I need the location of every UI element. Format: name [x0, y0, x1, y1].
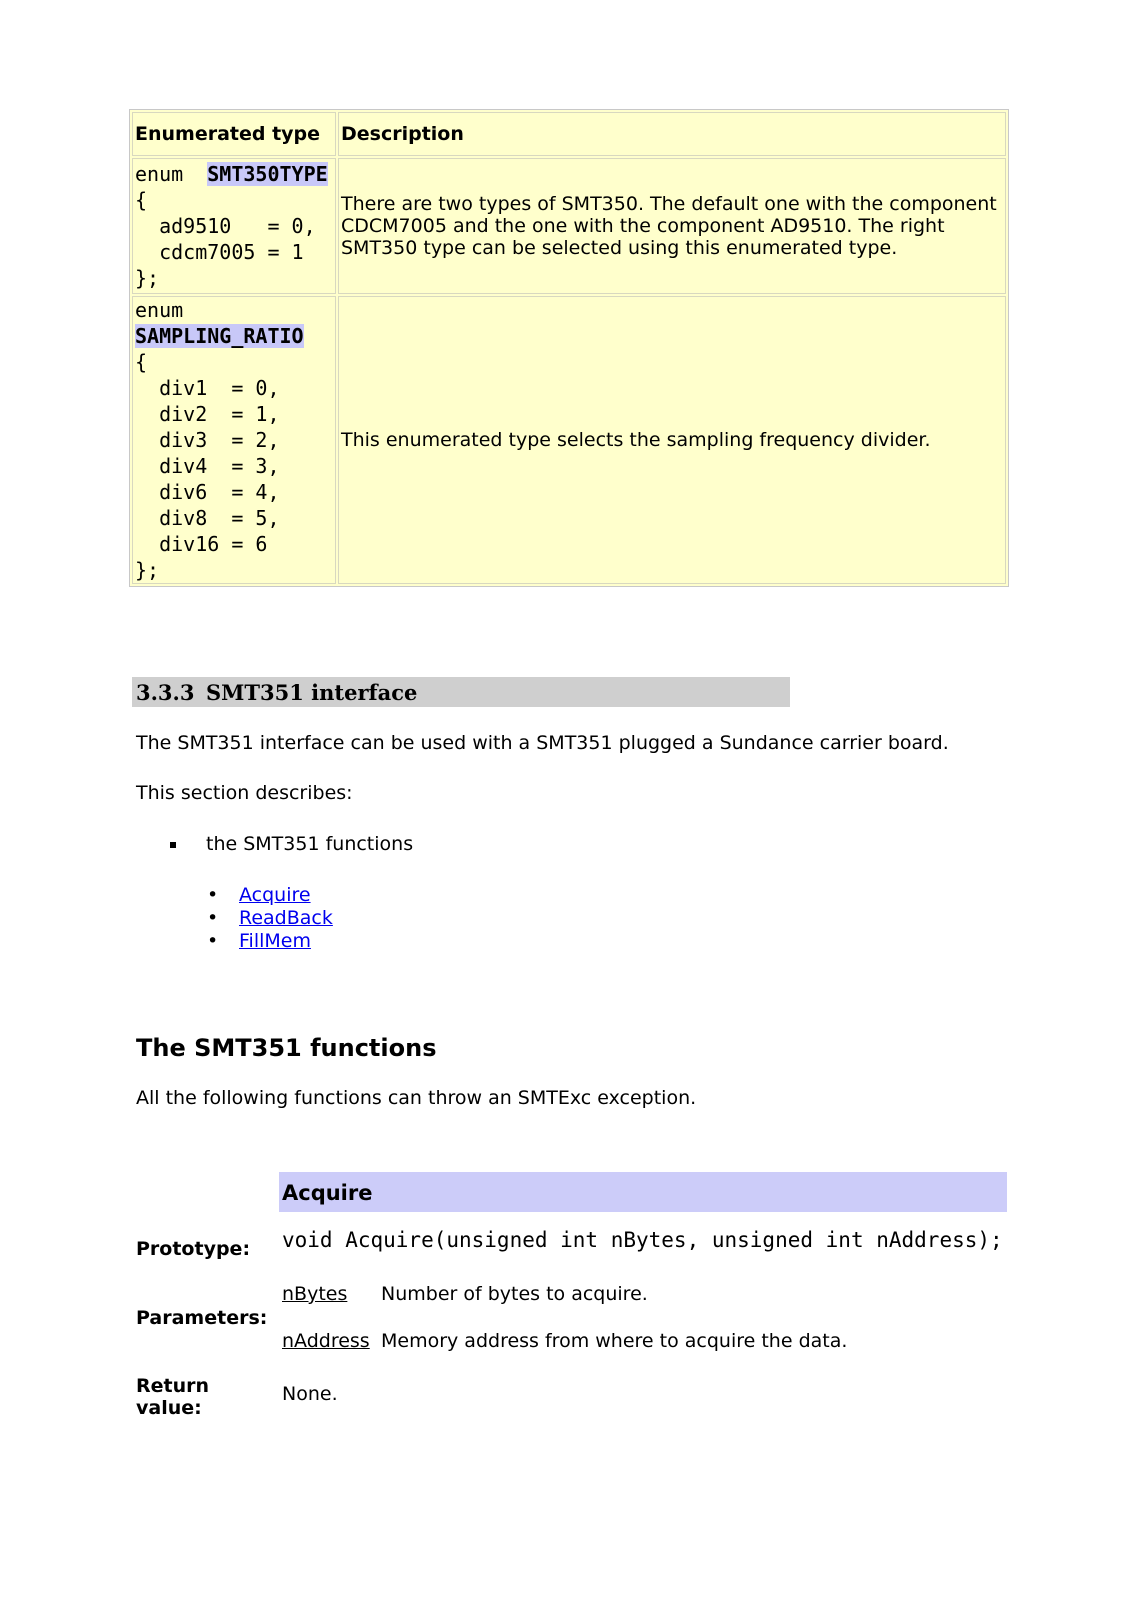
parameters-label: Parameters:: [136, 1307, 268, 1329]
list-item: [207, 907, 333, 930]
function-link-list: [207, 884, 333, 953]
table-header-row: [132, 112, 1006, 156]
function-title: Acquire: [279, 1172, 1007, 1212]
return-label-line1: Return: [136, 1375, 210, 1397]
enum-table: [129, 109, 1009, 587]
bullet-dot-icon: •: [207, 884, 219, 906]
enum-description: There are two types of SMT350. The default one with the component CDCM7005 and the one with the component AD9510. The right SMT350 type can be selected using this enumerated type.: [338, 158, 1006, 294]
return-value: None.: [282, 1383, 338, 1405]
bullet-dot-icon: •: [207, 930, 219, 952]
section-title: SMT351 interface: [206, 680, 418, 705]
param-name: nBytes: [282, 1283, 348, 1305]
square-bullet-icon: [170, 842, 176, 848]
bullet-dot-icon: •: [207, 907, 219, 929]
link-fillmem[interactable]: FillMem: [239, 930, 311, 952]
intro-paragraph: The SMT351 interface can be used with a SMT351 plugged a Sundance carrier board.: [136, 732, 949, 754]
enum-body: { div1 = 0, div2 = 1, div3 = 2, div4 = 3, div6 = 4, div8 = 5, div16 = 6 };: [135, 350, 280, 582]
enum-name: SAMPLING_RATIO: [135, 324, 304, 348]
table-row: [132, 158, 1006, 294]
bullet-text: the SMT351 functions: [206, 833, 414, 855]
link-acquire[interactable]: Acquire: [239, 884, 311, 906]
enum-cell: [132, 296, 336, 584]
enum-name: SMT350TYPE: [207, 162, 328, 186]
table-row: [132, 296, 1006, 584]
param-desc: Number of bytes to acquire.: [381, 1283, 648, 1305]
functions-note: All the following functions can throw an SMTExc exception.: [136, 1087, 697, 1109]
header-enumerated-type: Enumerated type: [132, 112, 336, 156]
prototype-label: Prototype:: [136, 1238, 251, 1260]
return-label-line2: value:: [136, 1397, 202, 1419]
enum-body: { ad9510 = 0, cdcm7005 = 1 };: [135, 188, 316, 290]
section-number: 3.3.3: [136, 680, 195, 705]
enum-code: [135, 297, 333, 583]
list-item: [207, 884, 333, 907]
link-readback[interactable]: ReadBack: [239, 907, 333, 929]
prototype-code: void Acquire(unsigned int nBytes, unsigned int nAddress);: [282, 1228, 1003, 1252]
functions-heading: The SMT351 functions: [136, 1034, 437, 1062]
header-description: Description: [338, 112, 1006, 156]
enum-cell: [132, 158, 336, 294]
enum-keyword: enum: [135, 162, 184, 186]
enum-keyword: enum: [135, 298, 184, 322]
return-label: [136, 1375, 209, 1419]
param-desc: Memory address from where to acquire the data.: [381, 1330, 848, 1352]
bullet-item: [170, 833, 413, 855]
enum-description: This enumerated type selects the sampling frequency divider.: [338, 296, 1006, 584]
enum-code: [135, 161, 333, 291]
list-item: [207, 930, 333, 953]
param-name: nAddress: [282, 1330, 370, 1352]
section-heading: [132, 677, 790, 707]
describes-paragraph: This section describes:: [136, 782, 353, 804]
